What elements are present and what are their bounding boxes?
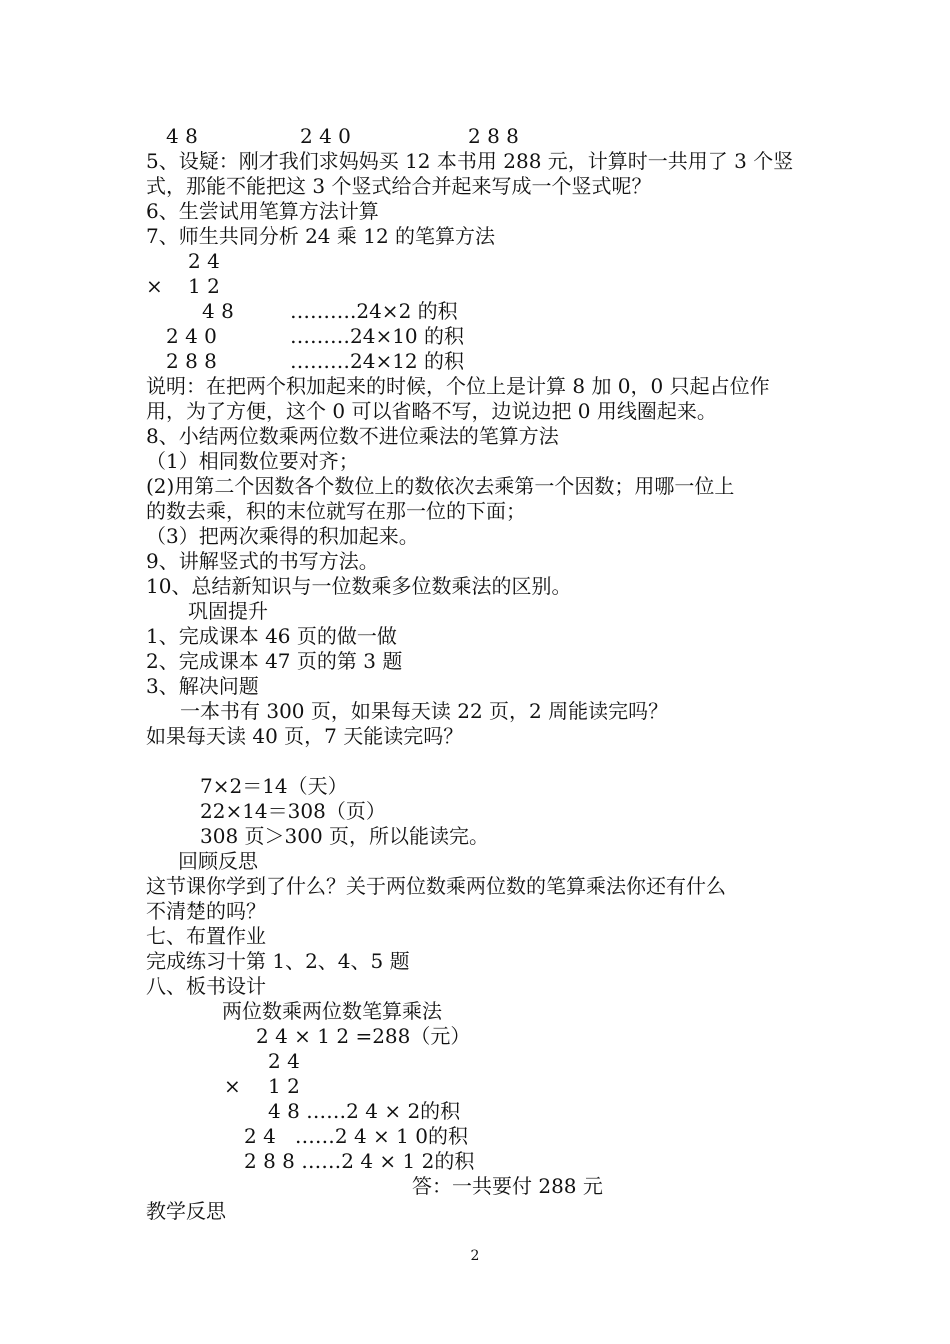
vertical-row: 4 8 xyxy=(202,299,234,323)
solution-line: 22×14＝308（页） xyxy=(200,799,386,823)
section-title: 巩固提升 xyxy=(188,599,268,623)
summary-line: 8、小结两位数乘两位数不进位乘法的笔算方法 xyxy=(146,424,559,448)
summary-line: （3）把两次乘得的积加起来。 xyxy=(146,524,419,548)
board-heading: 两位数乘两位数笔算乘法 xyxy=(222,999,442,1023)
top-number-1: 4 8 xyxy=(166,124,198,148)
board-equation: 2 4 × 1 2 =288（元） xyxy=(256,1024,471,1048)
board-row: 2 4 xyxy=(268,1049,300,1073)
problem-line: 一本书有 300 页，如果每天读 22 页，2 周能读完吗？ xyxy=(180,699,669,723)
explain-line: 说明：在把两个积加起来的时候，个位上是计算 8 加 0，0 只起占位作 xyxy=(146,374,770,398)
text-line: 7、师生共同分析 24 乘 12 的笔算方法 xyxy=(146,224,496,248)
board-row: 2 8 8 ……2 4 × 1 2的积 xyxy=(244,1149,475,1173)
times-sign: × xyxy=(146,274,163,298)
text-line: 5、设疑：刚才我们求妈妈买 12 本书用 288 元，计算时一共用了 3 个竖 xyxy=(146,149,794,173)
solution-line: 308 页＞300 页，所以能读完。 xyxy=(200,824,490,848)
text-line: 6、生尝试用笔算方法计算 xyxy=(146,199,379,223)
board-row: 1 2 xyxy=(268,1074,300,1098)
vertical-note: ………24×10 的积 xyxy=(290,324,465,348)
consolidate-line: 2、完成课本 47 页的第 3 题 xyxy=(146,649,403,673)
review-line: 这节课你学到了什么？关于两位数乘两位数的笔算乘法你还有什么 xyxy=(146,874,726,898)
page-number: 2 xyxy=(470,1248,480,1264)
summary-line: 的数去乘，积的末位就写在那一位的下面； xyxy=(146,499,526,523)
section-title: 教学反思 xyxy=(146,1199,226,1223)
vertical-note: ……….24×2 的积 xyxy=(290,299,458,323)
board-row: 2 4 ……2 4 × 1 0的积 xyxy=(244,1124,468,1148)
board-row: 4 8 ……2 4 × 2的积 xyxy=(268,1099,461,1123)
text-line: 式，那能不能把这 3 个竖式给合并起来写成一个竖式呢？ xyxy=(146,174,652,198)
summary-line: 10、总结新知识与一位数乘多位数乘法的区别。 xyxy=(146,574,572,598)
vertical-row: 2 4 xyxy=(188,249,220,273)
board-answer: 答：一共要付 288 元 xyxy=(412,1174,603,1198)
section-title: 七、布置作业 xyxy=(146,924,266,948)
times-sign: × xyxy=(224,1074,241,1098)
top-number-3: 2 8 8 xyxy=(468,124,519,148)
vertical-row: 1 2 xyxy=(188,274,220,298)
vertical-row: 2 8 8 xyxy=(166,349,217,373)
review-line: 不清楚的吗？ xyxy=(146,899,266,923)
vertical-note: ………24×12 的积 xyxy=(290,349,465,373)
explain-line: 用，为了方便，这个 0 可以省略不写，边说边把 0 用线圈起来。 xyxy=(146,399,717,423)
summary-line: (2)用第二个因数各个数位上的数依次去乘第一个因数；用哪一位上 xyxy=(146,474,735,498)
vertical-row: 2 4 0 xyxy=(166,324,217,348)
summary-line: （1）相同数位要对齐； xyxy=(146,449,359,473)
top-number-2: 2 4 0 xyxy=(300,124,351,148)
summary-line: 9、讲解竖式的书写方法。 xyxy=(146,549,379,573)
section-title: 回顾反思 xyxy=(178,849,258,873)
section-title: 八、板书设计 xyxy=(146,974,266,998)
consolidate-line: 1、完成课本 46 页的做一做 xyxy=(146,624,397,648)
solution-line: 7×2＝14（天） xyxy=(200,774,348,798)
consolidate-line: 3、解决问题 xyxy=(146,674,259,698)
problem-line: 如果每天读 40 页，7 天能读完吗？ xyxy=(146,724,464,748)
homework-line: 完成练习十第 1、2、4、5 题 xyxy=(146,949,410,973)
